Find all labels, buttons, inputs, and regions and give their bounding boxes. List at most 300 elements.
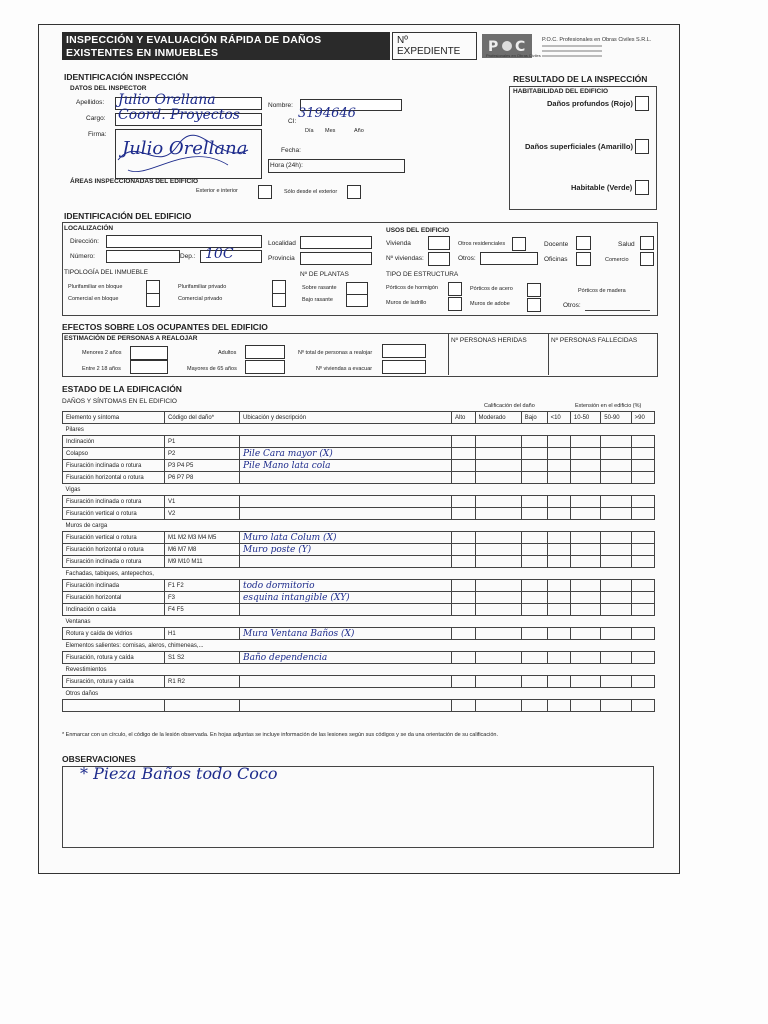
- damage-codes[interactable]: S1 S2: [165, 652, 240, 664]
- localidad-input[interactable]: [300, 236, 372, 249]
- damage-row: [63, 556, 655, 568]
- extension-cell[interactable]: [547, 508, 570, 520]
- damage-description[interactable]: [240, 436, 452, 448]
- damage-codes[interactable]: P2: [165, 448, 240, 460]
- provincia-input[interactable]: [300, 252, 372, 265]
- calificacion-cell[interactable]: [452, 676, 476, 688]
- menores2-input[interactable]: [130, 346, 168, 360]
- extension-cell[interactable]: [547, 496, 570, 508]
- damage-group-label: Vigas: [65, 486, 81, 493]
- damage-codes[interactable]: P3 P4 P5: [165, 460, 240, 472]
- oficinas-label: Oficinas: [544, 256, 568, 263]
- calificacion-cell[interactable]: [452, 652, 476, 664]
- observaciones-text: * Pieza Baños todo Coco: [80, 764, 278, 783]
- calificacion-cell[interactable]: [452, 628, 476, 640]
- extension-cell[interactable]: [631, 472, 654, 484]
- otros-estructura-label: Otros:: [563, 302, 581, 309]
- calificacion-cell[interactable]: [475, 628, 521, 640]
- dep-label: Dep.:: [180, 253, 196, 260]
- otros-residenciales-label: Otros residenciales: [458, 241, 506, 247]
- calificacion-cell[interactable]: [521, 592, 547, 604]
- viviendas-evacuar-label: Nº viviendas a evacuar: [316, 366, 373, 372]
- damage-codes[interactable]: H1: [165, 628, 240, 640]
- damage-description[interactable]: [240, 508, 452, 520]
- n-viviendas-label: Nº viviendas:: [386, 255, 424, 262]
- extension-cell[interactable]: [601, 652, 631, 664]
- header-ext-10-50: 10-50: [570, 412, 600, 424]
- damage-row: [63, 604, 655, 616]
- calificacion-cell[interactable]: [452, 544, 476, 556]
- calificacion-cell[interactable]: [475, 556, 521, 568]
- calificacion-cell[interactable]: [475, 460, 521, 472]
- calificacion-cell[interactable]: [475, 580, 521, 592]
- calificacion-cell[interactable]: [521, 496, 547, 508]
- extension-cell[interactable]: [547, 472, 570, 484]
- form-title: [62, 32, 390, 60]
- calificacion-cell[interactable]: [521, 508, 547, 520]
- damage-description[interactable]: Pile Cara mayor (X): [240, 448, 452, 460]
- damage-codes[interactable]: R1 R2: [165, 676, 240, 688]
- calificacion-cell[interactable]: [475, 508, 521, 520]
- muros-adobe-label: Muros de adobe: [470, 301, 510, 307]
- damage-header-row: [63, 412, 655, 424]
- calificacion-cell[interactable]: [475, 544, 521, 556]
- plurifamiliar-bloque-checkbox[interactable]: [146, 280, 160, 294]
- extension-cell[interactable]: [601, 592, 631, 604]
- comercio-label: Comercio: [605, 257, 629, 263]
- extension-cell[interactable]: [601, 700, 631, 712]
- damage-group-label: Revestimientos: [65, 666, 107, 673]
- vivienda-label: Vivienda: [386, 240, 411, 247]
- extension-cell[interactable]: [570, 700, 600, 712]
- bajo-rasante-input[interactable]: [346, 294, 368, 307]
- title-line-2: EXISTENTES EN INMUEBLES: [66, 47, 219, 59]
- docente-label: Docente: [544, 241, 569, 248]
- damage-description[interactable]: [240, 556, 452, 568]
- damage-group-row: [63, 688, 655, 700]
- damage-element: Fisuración horizontal o rotura: [63, 544, 165, 556]
- areas-heading: ÁREAS INSPECCIONADAS DEL EDIFICIO: [70, 178, 199, 185]
- damage-description[interactable]: [240, 700, 452, 712]
- resultado-heading: RESULTADO DE LA INSPECCIÓN: [513, 74, 648, 84]
- usos-label: USOS DEL EDIFICIO: [386, 227, 450, 234]
- extension-cell[interactable]: [631, 628, 654, 640]
- damage-description[interactable]: Muro lata Colum (X): [240, 532, 452, 544]
- extension-header: Extensión en el edificio (%): [575, 403, 642, 409]
- calificacion-cell[interactable]: [452, 556, 476, 568]
- provincia-label: Provincia: [268, 255, 295, 262]
- extension-cell[interactable]: [631, 436, 654, 448]
- extension-cell[interactable]: [570, 592, 600, 604]
- damage-description[interactable]: Baño dependencia: [240, 652, 452, 664]
- edificio-heading: IDENTIFICACIÓN DEL EDIFICIO: [64, 211, 192, 221]
- extension-cell[interactable]: [631, 496, 654, 508]
- calificacion-cell[interactable]: [475, 472, 521, 484]
- bajo-rasante-label: Bajo rasante: [302, 297, 333, 303]
- damage-description[interactable]: [240, 472, 452, 484]
- extension-cell[interactable]: [601, 448, 631, 460]
- firma-signature: Julio Orellana: [122, 138, 248, 159]
- salud-checkbox[interactable]: [640, 236, 654, 250]
- calificacion-cell[interactable]: [452, 580, 476, 592]
- calificacion-cell[interactable]: [521, 700, 547, 712]
- extension-cell[interactable]: [570, 448, 600, 460]
- extension-cell[interactable]: [547, 556, 570, 568]
- title-line-1: INSPECCIÓN Y EVALUACIÓN RÁPIDA DE DAÑOS: [66, 34, 322, 46]
- extension-cell[interactable]: [570, 436, 600, 448]
- damage-description[interactable]: Pile Mano lata cola: [240, 460, 452, 472]
- damage-codes[interactable]: V1: [165, 496, 240, 508]
- mes-label: Mes: [325, 128, 336, 134]
- extension-cell[interactable]: [570, 580, 600, 592]
- solo-exterior-label: Sólo desde el exterior: [284, 189, 338, 195]
- calificacion-cell[interactable]: [452, 604, 476, 616]
- damage-element: Fisuración, rotura y caída: [63, 676, 165, 688]
- calificacion-cell[interactable]: [475, 676, 521, 688]
- estado-heading: ESTADO DE LA EDIFICACIÓN: [62, 384, 182, 394]
- damage-row: [63, 580, 655, 592]
- damage-codes[interactable]: V2: [165, 508, 240, 520]
- plurifamiliar-privado-label: Plurifamiliar privado: [178, 284, 227, 290]
- damage-group-label: Muros de carga: [65, 522, 108, 529]
- extension-cell[interactable]: [601, 676, 631, 688]
- extension-cell[interactable]: [570, 472, 600, 484]
- extension-cell[interactable]: [547, 448, 570, 460]
- damage-group-label: Otros daños: [65, 690, 99, 697]
- calificacion-cell[interactable]: [521, 448, 547, 460]
- ocupantes-divider-1: [448, 333, 449, 375]
- extension-cell[interactable]: [570, 532, 600, 544]
- vivienda-checkbox[interactable]: [428, 236, 450, 250]
- signature-scribble: [108, 125, 258, 185]
- extension-cell[interactable]: [601, 556, 631, 568]
- extension-cell[interactable]: [631, 592, 654, 604]
- damage-group-row: [63, 568, 655, 580]
- damage-group-row: [63, 640, 655, 652]
- otros-estructura-line[interactable]: [585, 310, 650, 311]
- svg-text:P: P: [488, 39, 499, 55]
- porticos-acero-checkbox[interactable]: [527, 283, 541, 297]
- extension-cell[interactable]: [601, 472, 631, 484]
- calificacion-cell[interactable]: [475, 436, 521, 448]
- damage-group-row: [63, 484, 655, 496]
- calificacion-cell[interactable]: [521, 652, 547, 664]
- calificacion-cell[interactable]: [521, 436, 547, 448]
- damage-table: [62, 411, 655, 712]
- extension-cell[interactable]: [547, 460, 570, 472]
- porticos-hormigon-label: Pórticos de hormigón: [386, 285, 438, 291]
- damage-row: [63, 628, 655, 640]
- header-ext-lt10: <10: [547, 412, 570, 424]
- extension-cell[interactable]: [631, 460, 654, 472]
- plurifamiliar-privado-checkbox[interactable]: [272, 280, 286, 294]
- extension-cell[interactable]: [631, 652, 654, 664]
- calificacion-cell[interactable]: [475, 448, 521, 460]
- calificacion-cell[interactable]: [452, 460, 476, 472]
- calificacion-cell[interactable]: [475, 592, 521, 604]
- comercial-bloque-label: Comercial en bloque: [68, 296, 119, 302]
- superficiales-label: Daños superficiales (Amarillo): [525, 142, 633, 151]
- damage-row: [63, 448, 655, 460]
- damage-element: Fisuración inclinada o rotura: [63, 460, 165, 472]
- mayores65-label: Mayores de 65 años: [187, 366, 237, 372]
- damage-row: [63, 676, 655, 688]
- extension-cell[interactable]: [570, 556, 600, 568]
- ocupantes-heading: EFECTOS SOBRE LOS OCUPANTES DEL EDIFICIO: [62, 322, 268, 332]
- extension-cell[interactable]: [601, 436, 631, 448]
- damage-element: Fisuración inclinada o rotura: [63, 556, 165, 568]
- ci-label: CI:: [288, 118, 297, 125]
- habitable-checkbox[interactable]: [635, 180, 649, 195]
- damage-codes[interactable]: P1: [165, 436, 240, 448]
- extension-cell[interactable]: [547, 700, 570, 712]
- header-moderado: Moderado: [475, 412, 521, 424]
- extension-cell[interactable]: [570, 676, 600, 688]
- damage-element: Fisuración horizontal o rotura: [63, 472, 165, 484]
- damage-codes[interactable]: F4 F5: [165, 604, 240, 616]
- extension-cell[interactable]: [601, 580, 631, 592]
- extension-cell[interactable]: [601, 544, 631, 556]
- otros-residenciales-checkbox[interactable]: [512, 237, 526, 251]
- damage-row: [63, 460, 655, 472]
- estimacion-label: ESTIMACIÓN DE PERSONAS A REALOJAR: [64, 335, 198, 342]
- firma-label: Firma:: [88, 131, 107, 138]
- calificacion-cell[interactable]: [521, 472, 547, 484]
- tipo-estructura-label: TIPO DE ESTRUCTURA: [386, 271, 459, 278]
- n-viviendas-input[interactable]: [428, 252, 450, 266]
- expediente-label: Nº EXPEDIENTE: [397, 35, 461, 57]
- damage-group-row: [63, 664, 655, 676]
- ci-value: 3194646: [298, 106, 356, 121]
- comercial-bloque-checkbox[interactable]: [146, 293, 160, 307]
- extension-cell[interactable]: [631, 448, 654, 460]
- damage-description[interactable]: [240, 496, 452, 508]
- extension-cell[interactable]: [570, 628, 600, 640]
- heridas-label: Nº PERSONAS HERIDAS: [451, 337, 527, 344]
- extension-cell[interactable]: [570, 544, 600, 556]
- damage-description[interactable]: esquina intangible (XY): [240, 592, 452, 604]
- extension-cell[interactable]: [631, 700, 654, 712]
- apellidos-label: Apellidos:: [76, 99, 105, 106]
- damage-group-row: [63, 616, 655, 628]
- damage-codes[interactable]: M9 M10 M11: [165, 556, 240, 568]
- calificacion-cell[interactable]: [521, 628, 547, 640]
- plurifamiliar-bloque-label: Plurifamiliar en bloque: [68, 284, 123, 290]
- expediente-field[interactable]: [392, 32, 477, 60]
- damage-codes[interactable]: M6 M7 M8: [165, 544, 240, 556]
- docente-checkbox[interactable]: [576, 236, 591, 250]
- habitabilidad-label: HABITABILIDAD DEL EDIFICIO: [513, 88, 609, 95]
- extension-cell[interactable]: [601, 460, 631, 472]
- damage-group-label: Ventanas: [65, 618, 91, 625]
- damage-row: [63, 508, 655, 520]
- header-ubicacion: Ubicación y descripción: [240, 412, 452, 424]
- extension-cell[interactable]: [631, 544, 654, 556]
- cargo-value: Coord. Proyectos: [118, 107, 240, 123]
- calificacion-cell[interactable]: [521, 556, 547, 568]
- adultos-input[interactable]: [245, 345, 285, 359]
- extension-cell[interactable]: [570, 460, 600, 472]
- extension-cell[interactable]: [631, 604, 654, 616]
- damage-description[interactable]: todo dormitorio: [240, 580, 452, 592]
- porticos-acero-label: Pórticos de acero: [470, 286, 513, 292]
- extension-cell[interactable]: [547, 592, 570, 604]
- comercio-checkbox[interactable]: [640, 252, 654, 266]
- extension-cell[interactable]: [631, 508, 654, 520]
- direccion-input[interactable]: [106, 235, 262, 248]
- damage-group-row: [63, 424, 655, 436]
- damage-group-label: Pilares: [65, 426, 84, 433]
- header-alto: Alto: [452, 412, 476, 424]
- damage-codes[interactable]: M1 M2 M3 M4 M5: [165, 532, 240, 544]
- damage-description[interactable]: [240, 604, 452, 616]
- logo-tagline: Profesionales en Obras Civiles: [486, 53, 541, 58]
- tipologia-label: TIPOLOGÍA DEL INMUEBLE: [64, 269, 148, 276]
- muros-adobe-checkbox[interactable]: [527, 298, 541, 312]
- extension-cell[interactable]: [547, 676, 570, 688]
- extension-cell[interactable]: [547, 580, 570, 592]
- n-plantas-label: Nº DE PLANTAS: [300, 271, 349, 278]
- calificacion-cell[interactable]: [452, 508, 476, 520]
- extension-cell[interactable]: [631, 556, 654, 568]
- estado-subheading: DAÑOS Y SÍNTOMAS EN EL EDIFICIO: [62, 398, 177, 405]
- extension-cell[interactable]: [570, 508, 600, 520]
- calificacion-cell[interactable]: [452, 472, 476, 484]
- damage-description[interactable]: Muro poste (Y): [240, 544, 452, 556]
- total-realojar-input[interactable]: [382, 344, 426, 358]
- calificacion-cell[interactable]: [521, 532, 547, 544]
- damage-element: Inclinación o caída: [63, 604, 165, 616]
- calificacion-cell[interactable]: [452, 448, 476, 460]
- extension-cell[interactable]: [631, 676, 654, 688]
- extension-cell[interactable]: [570, 652, 600, 664]
- damage-element: Fisuración inclinada: [63, 580, 165, 592]
- damage-element: Rotura y caída de vidrios: [63, 628, 165, 640]
- damage-codes[interactable]: F1 F2: [165, 580, 240, 592]
- damage-codes[interactable]: [165, 700, 240, 712]
- damage-row: [63, 472, 655, 484]
- extension-cell[interactable]: [547, 628, 570, 640]
- muros-ladrillo-label: Muros de ladrillo: [386, 300, 427, 306]
- extension-cell[interactable]: [601, 628, 631, 640]
- localidad-label: Localidad: [268, 240, 296, 247]
- entre2y18-input[interactable]: [130, 360, 168, 374]
- header-codigo: Código del daño*: [165, 412, 240, 424]
- calificacion-cell[interactable]: [475, 496, 521, 508]
- calificacion-cell[interactable]: [475, 604, 521, 616]
- fallecidas-label: Nº PERSONAS FALLECIDAS: [551, 337, 638, 344]
- localizacion-label: LOCALIZACIÓN: [64, 225, 114, 232]
- profundos-checkbox[interactable]: [635, 96, 649, 111]
- exterior-interior-label: Exterior e interior: [196, 188, 238, 194]
- calificacion-cell[interactable]: [452, 532, 476, 544]
- menores2-label: Menores 2 años: [82, 350, 122, 356]
- extension-cell[interactable]: [547, 652, 570, 664]
- damage-row: [63, 544, 655, 556]
- superficiales-checkbox[interactable]: [635, 139, 649, 154]
- calificacion-cell[interactable]: [521, 604, 547, 616]
- damage-footnote: * Enmarcar con un círculo, el código de la lesión observada. En hojas adjuntas se incluye información de las lesiones según sus códigos y se da una orientación de su calificación.: [62, 732, 498, 738]
- calificacion-cell[interactable]: [521, 676, 547, 688]
- header-ext-gt90: >90: [631, 412, 654, 424]
- damage-codes[interactable]: P6 P7 P8: [165, 472, 240, 484]
- calificacion-header: Calificación del daño: [484, 403, 535, 409]
- damage-codes[interactable]: F3: [165, 592, 240, 604]
- header-ext-50-90: 50-90: [601, 412, 631, 424]
- damage-group-row: [63, 520, 655, 532]
- mayores65-input[interactable]: [245, 360, 285, 374]
- ocupantes-divider-2: [548, 333, 549, 375]
- damage-row: [63, 652, 655, 664]
- extension-cell[interactable]: [601, 496, 631, 508]
- extension-cell[interactable]: [631, 532, 654, 544]
- dep-value: 10C: [205, 246, 234, 262]
- extension-cell[interactable]: [601, 532, 631, 544]
- damage-description[interactable]: [240, 676, 452, 688]
- damage-group-label: Elementos salientes: cornisas, aleros, chimeneas,...: [65, 642, 204, 649]
- damage-element: Fisuración horizontal: [63, 592, 165, 604]
- extension-cell[interactable]: [601, 604, 631, 616]
- sobre-rasante-label: Sobre rasante: [302, 285, 337, 291]
- calificacion-cell[interactable]: [452, 592, 476, 604]
- adultos-label: Adultos: [218, 350, 237, 356]
- viviendas-evacuar-input[interactable]: [382, 360, 426, 374]
- extension-cell[interactable]: [547, 436, 570, 448]
- extension-cell[interactable]: [570, 604, 600, 616]
- comercial-privado-checkbox[interactable]: [272, 293, 286, 307]
- extension-cell[interactable]: [631, 580, 654, 592]
- cargo-label: Cargo:: [86, 115, 106, 122]
- damage-element: Inclinación: [63, 436, 165, 448]
- svg-text:C: C: [515, 39, 526, 55]
- nombre-label: Nombre:: [268, 102, 293, 109]
- salud-label: Salud: [618, 241, 635, 248]
- numero-input[interactable]: [106, 250, 180, 263]
- calificacion-cell[interactable]: [475, 652, 521, 664]
- damage-element: Fisuración inclinada o rotura: [63, 496, 165, 508]
- damage-element: Fisuración vertical o rotura: [63, 532, 165, 544]
- calificacion-cell[interactable]: [475, 532, 521, 544]
- extension-cell[interactable]: [547, 604, 570, 616]
- exterior-interior-checkbox[interactable]: [258, 185, 272, 199]
- solo-exterior-checkbox[interactable]: [347, 185, 361, 199]
- porticos-madera-label: Pórticos de madera: [578, 288, 626, 294]
- porticos-hormigon-checkbox[interactable]: [448, 282, 462, 296]
- otros-usos-label: Otros:: [458, 255, 476, 262]
- damage-row: [63, 592, 655, 604]
- extension-cell[interactable]: [601, 508, 631, 520]
- observaciones-heading: OBSERVACIONES: [62, 754, 136, 764]
- damage-description[interactable]: Mura Ventana Baños (X): [240, 628, 452, 640]
- calificacion-cell[interactable]: [475, 700, 521, 712]
- oficinas-checkbox[interactable]: [576, 252, 591, 266]
- logo-address-lines: [542, 45, 602, 60]
- extension-cell[interactable]: [547, 544, 570, 556]
- inspector-heading: DATOS DEL INSPECTOR: [70, 85, 147, 92]
- calificacion-cell[interactable]: [452, 496, 476, 508]
- calificacion-cell[interactable]: [452, 700, 476, 712]
- calificacion-cell[interactable]: [521, 580, 547, 592]
- calificacion-cell[interactable]: [521, 460, 547, 472]
- calificacion-cell[interactable]: [452, 436, 476, 448]
- extension-cell[interactable]: [570, 496, 600, 508]
- damage-row: [63, 700, 655, 712]
- muros-ladrillo-checkbox[interactable]: [448, 297, 462, 311]
- otros-usos-input[interactable]: [480, 252, 538, 265]
- direccion-label: Dirección:: [70, 238, 99, 245]
- calificacion-cell[interactable]: [521, 544, 547, 556]
- extension-cell[interactable]: [547, 532, 570, 544]
